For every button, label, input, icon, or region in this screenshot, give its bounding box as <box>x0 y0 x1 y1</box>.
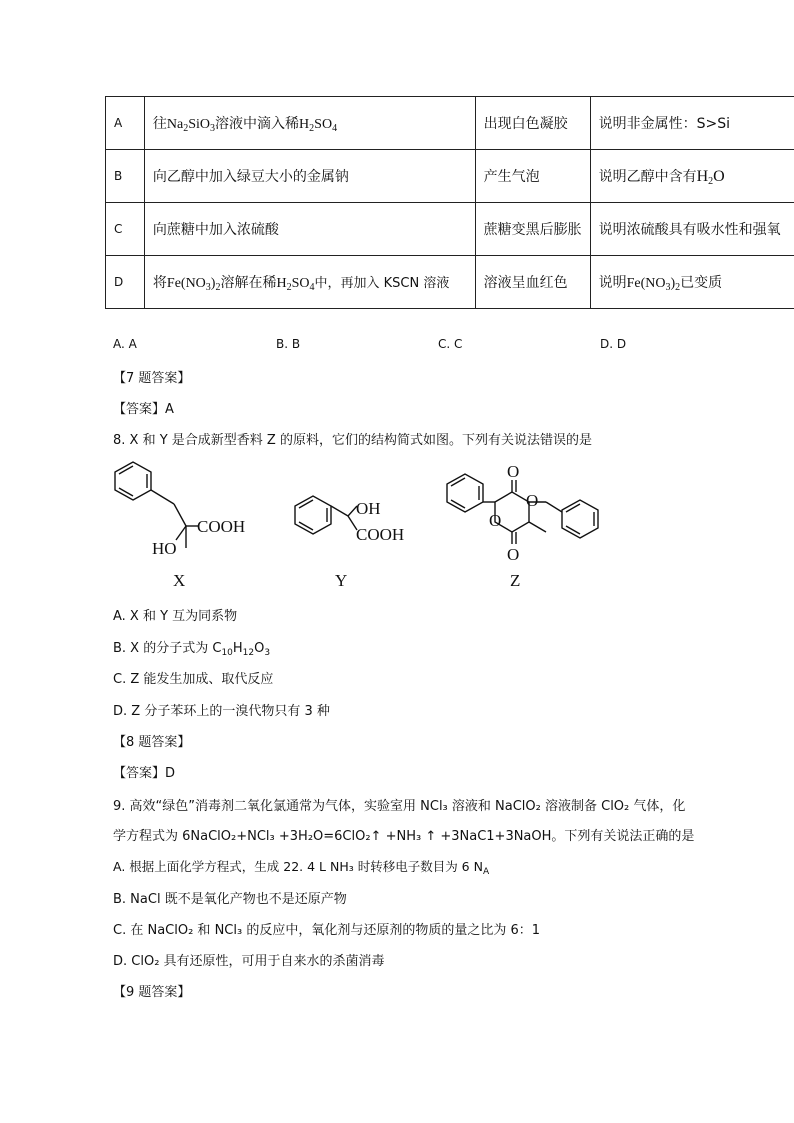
table-row <box>106 256 794 309</box>
q8-answer-header: 【8 题答案】 <box>113 735 191 750</box>
conclusion-cell: 说明非金属性：S>Si <box>590 97 794 150</box>
q9-option-b: B. NaCl 既不是氧化产物也不是还原产物 <box>113 892 347 907</box>
benzene-ring-z2 <box>562 500 598 538</box>
table-row <box>106 203 794 256</box>
q9-answer-header: 【9 题答案】 <box>113 985 191 1000</box>
benzene-ring-y <box>295 496 331 534</box>
structure-figure <box>100 460 620 595</box>
conclusion-cell: 说明乙醇中含有H2O <box>590 150 794 203</box>
x-cooh-label: COOH <box>197 517 246 536</box>
x-label: X <box>173 571 186 590</box>
x-ho-label: HO <box>152 539 177 558</box>
row-label: B <box>106 150 145 203</box>
q9-stem-line1: 9. 高效“绿色”消毒剂二氧化氯通常为气体，实验室用 NCl₃ 溶液和 NaClO₂ 溶液制备 ClO₂ 气体，化 <box>113 799 686 814</box>
q8-option-a: A. X 和 Y 互为同系物 <box>113 609 238 624</box>
conclusion-cell: 说明浓硫酸具有吸水性和强氧 <box>590 203 794 256</box>
q8-option-b: B. X 的分子式为 $C_{10}H_{12}O_3$ <box>113 641 271 658</box>
row-label: A <box>106 97 145 150</box>
q9-option-a: A. 根据上面化学方程式，生成 22. 4 L NH₃ 时转移电子数目为 6 $N_A$ <box>113 859 490 877</box>
phenomenon-cell: 溶液呈血红色 <box>475 256 590 309</box>
benzene-ring-z1 <box>447 474 483 512</box>
y-label: Y <box>335 571 348 590</box>
row-label: C <box>106 203 145 256</box>
table-row <box>106 97 794 150</box>
row-label: D <box>106 256 145 309</box>
y-oh-label: OH <box>356 499 381 518</box>
q7-answer-header: 【7 题答案】 <box>113 371 191 386</box>
z-ring-o-right: O <box>526 491 539 510</box>
q9-option-d: D. ClO₂ 具有还原性，可用于自来水的杀菌消毒 <box>113 954 385 969</box>
phenomenon-cell: 出现白色凝胶 <box>475 97 590 150</box>
q9-stem-line2: 学方程式为 6NaClO₂+NCl₃ +3H₂O=6ClO₂↑ +NH₃ ↑ +3NaC1+3NaOH。下列有关说法正确的是 <box>113 829 695 844</box>
q8-answer: 【答案】D <box>113 766 176 781</box>
operation-cell: 向蔗糖中加入浓硫酸 <box>144 203 475 256</box>
phenomenon-cell: 产生气泡 <box>475 150 590 203</box>
table-row <box>106 150 794 203</box>
q7-answer: 【答案】A <box>113 402 174 417</box>
z-label: Z <box>510 571 521 590</box>
experiment-table <box>105 96 794 309</box>
z-carbonyl-o-bottom: O <box>507 545 520 564</box>
operation-cell: 往$Na_2SiO_3$溶液中滴入稀$H_2SO_4$ <box>144 97 475 150</box>
q8-option-c: C. Z 能发生加成、取代反应 <box>113 672 274 687</box>
q9-option-c: C. 在 NaClO₂ 和 NCl₃ 的反应中，氧化剂与还原剂的物质的量之比为 6：1 <box>113 923 540 938</box>
phenomenon-cell: 蔗糖变黑后膨胀 <box>475 203 590 256</box>
q7-option-c: C. C <box>438 337 463 351</box>
q8-option-d: D. Z 分子苯环上的一溴代物只有 3 种 <box>113 704 330 719</box>
q7-option-b: B. B <box>276 337 301 351</box>
q8-stem: 8. X 和 Y 是合成新型香料 Z 的原料，它们的结构简式如图。下列有关说法错误的是 <box>113 433 592 448</box>
operation-cell: 将$Fe(NO_3)_2$溶解在稀$H_2SO_4$中，再加入 KSCN 溶液 <box>144 256 475 309</box>
benzene-ring-x <box>115 462 151 500</box>
operation-cell: 向乙醇中加入绿豆大小的金属钠 <box>144 150 475 203</box>
q7-option-a: A. A <box>113 337 137 351</box>
conclusion-cell: 说明$Fe(NO_3)_2$已变质 <box>590 256 794 309</box>
y-cooh-label: COOH <box>356 525 405 544</box>
z-carbonyl-o-top: O <box>507 462 520 481</box>
z-ring-o-left: O <box>489 511 502 530</box>
q7-option-d: D. D <box>600 337 627 351</box>
